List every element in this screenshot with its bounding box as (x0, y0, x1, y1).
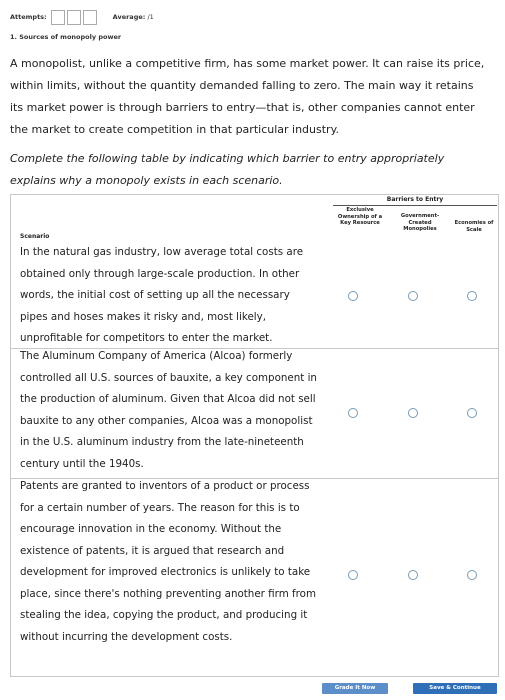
scenario-text: In the natural gas industry, low average total costs are obtained only through large-scale production. In other words, the initial cost of setting up all the necessary pipes and hoses makes it risky and, most likely, unprofitable for competitors to enter the market. (20, 246, 304, 344)
average-value: /1 (147, 13, 154, 21)
radio-row2-economies-of-scale[interactable] (467, 408, 477, 418)
radio-row3-economies-of-scale[interactable] (467, 570, 477, 580)
attempt-box-2 (67, 10, 81, 25)
radio-row1-exclusive-ownership[interactable] (348, 291, 358, 301)
radio-row2-government-created[interactable] (408, 408, 418, 418)
radio-row3-government-created[interactable] (408, 570, 418, 580)
scenario-header: Scenario (20, 233, 50, 240)
question-instruction: Complete the following table by indicating which barrier to entry appropriately explains why a monopoly exists in each scenario. (10, 152, 445, 187)
barriers-table (10, 194, 499, 677)
question-title: 1. Sources of monopoly power (10, 33, 122, 41)
attempts-bar (10, 9, 154, 25)
attempt-box-3 (83, 10, 97, 25)
radio-row2-exclusive-ownership[interactable] (348, 408, 358, 418)
table-row (11, 348, 498, 479)
radio-row3-exclusive-ownership[interactable] (348, 570, 358, 580)
average-label: Average: (112, 13, 146, 21)
radio-row1-economies-of-scale[interactable] (467, 291, 477, 301)
table-row (11, 240, 498, 348)
save-continue-button[interactable]: Save & Continue (413, 683, 497, 694)
attempts-label: Attempts: (10, 13, 47, 21)
column-header-exclusive-ownership: Exclusive Ownership of a Key Resource (337, 207, 383, 226)
scenario-text: The Aluminum Company of America (Alcoa) formerly controlled all U.S. sources of bauxite, a key component in the production of aluminum. Given that Alcoa did not sell bauxite to any other companies, Alcoa was a monopolist in the U.S. aluminum industry from the late-nineteenth century until the 1940s. (20, 350, 317, 470)
grade-it-now-button[interactable]: Grade It Now (322, 683, 388, 694)
average-display (113, 13, 154, 21)
scenario-text: Patents are granted to inventors of a product or process for a certain number of years. The reason for this is to encourage innovation in the economy. Without the existence of patents, it is argued that research and development for improved electronics is unlikely to take place, since there's nothing preventing another firm from stealing the idea, copying the product, and producing it without incurring the development costs. (20, 480, 316, 643)
column-header-economies-of-scale: Economies of Scale (454, 220, 494, 233)
attempt-box-1 (51, 10, 65, 25)
barriers-group-header: Barriers to Entry (333, 195, 497, 206)
radio-row1-government-created[interactable] (408, 291, 418, 301)
table-row (11, 478, 498, 677)
question-intro: A monopolist, unlike a competitive firm, has some market power. It can raise its price, within limits, without the quantity demanded falling to zero. The main way it retains its market power is through barriers to entry—that is, other companies cannot enter the market to create competition in that particular industry. (10, 57, 485, 136)
attempt-boxes (51, 10, 99, 25)
column-header-government-created: Government-Created Monopolies (400, 213, 440, 232)
